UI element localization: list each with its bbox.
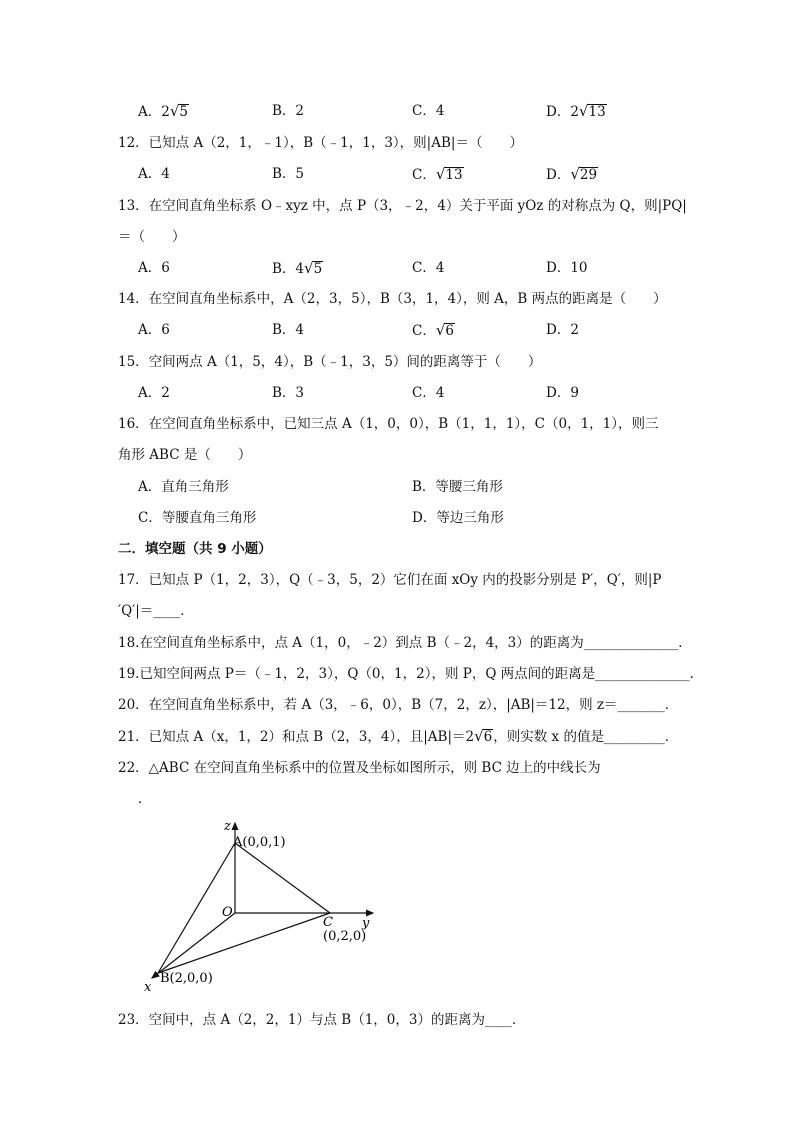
point-b-label: B(2,0,0) <box>160 971 213 986</box>
q20-text: 20．在空间直角坐标系中，若 A（3，﹣6，0），B（7，2，z），|AB|＝12，则 z＝_______． <box>118 697 679 713</box>
point-a-label: A(0,0,1) <box>233 835 286 850</box>
q14-option-d: D．2 <box>546 322 579 338</box>
q16-stem-line1: 16．在空间直角坐标系中，已知三点 A（1，0，0），B（1，1，1），C（0，1，1），则三 <box>118 416 659 432</box>
q14-option-b: B．4 <box>272 322 305 338</box>
q11-option-a: A．2√5 <box>138 102 188 120</box>
q14-stem: 14．在空间直角坐标系中，A（2，3，5），B（3，1，4），则 A，B 两点的距离是（ ） <box>118 291 667 307</box>
q16-option-a: A．直角三角形 <box>138 479 229 495</box>
q15-stem: 15．空间两点 A（1，5，4），B（﹣1，3，5）间的距离等于（ ） <box>118 354 542 370</box>
axis-x-label: x <box>144 980 152 995</box>
point-c-label: C <box>323 915 333 930</box>
q22-line1: 22．△ABC 在空间直角坐标系中的位置及坐标如图所示，则 BC 边上的中线长为 <box>118 760 601 776</box>
q13-option-b: B．4√5 <box>272 259 323 277</box>
axis-y-label: y <box>362 916 370 931</box>
q17-line1: 17．已知点 P（1，2，3），Q（﹣3，5，2）它们在面 xOy 内的投影分别是 P′，Q′，则|P <box>118 572 662 588</box>
q19-text: 19.已知空间两点 P＝（﹣1，2，3），Q（0，1，2），则 P，Q 两点间的距离是______________． <box>118 666 704 682</box>
origin-label: O <box>222 905 233 920</box>
q16-option-d: D．等边三角形 <box>412 510 504 526</box>
q14-option-a: A．6 <box>138 322 170 338</box>
edge-ac <box>235 843 330 913</box>
q17-line2: ′Q′|＝____． <box>118 603 194 619</box>
q12-option-d: D．√29 <box>546 165 598 183</box>
q13-option-a: A．6 <box>138 260 170 276</box>
x-axis <box>152 913 235 978</box>
q13-stem-line1: 13．在空间直角坐标系 O﹣xyz 中，点 P（3，﹣2，4）关于平面 yOz 的对称点为 Q，则|PQ| <box>118 198 687 214</box>
point-c-coords: (0,2,0) <box>323 929 367 944</box>
q16-stem-line2: 角形 ABC 是（ ） <box>118 447 252 463</box>
q14-option-c: C．√6 <box>412 321 454 339</box>
q12-stem: 12．已知点 A（2，1，﹣1），B（﹣1，1，3），则|AB|＝（ ） <box>118 135 523 151</box>
q21-text: 21．已知点 A（x，1，2）和点 B（2，3，4），且|AB|＝2√6，则实数 x 的值是_________． <box>118 727 679 745</box>
q12-option-a: A．4 <box>138 166 170 182</box>
q16-option-b: B．等腰三角形 <box>412 479 503 495</box>
q16-option-c: C．等腰直角三角形 <box>138 510 257 526</box>
q15-option-d: D．9 <box>546 385 579 401</box>
q11-option-b: B．2 <box>272 103 305 119</box>
q12-option-c: C．√13 <box>412 165 463 183</box>
triangle-figure <box>130 815 400 1000</box>
section-title-fill-in: 二．填空题（共 9 小题） <box>118 541 272 557</box>
q11-option-c: C．4 <box>412 103 445 119</box>
edge-bc <box>158 913 330 973</box>
q15-option-c: C．4 <box>412 385 445 401</box>
q15-option-a: A．2 <box>138 385 170 401</box>
q13-stem-line2: ＝（ ） <box>118 229 186 245</box>
q18-text: 18.在空间直角坐标系中，点 A（1，0，﹣2）到点 B（﹣2，4，3）的距离为______________． <box>118 635 692 651</box>
q13-option-c: C．4 <box>412 260 445 276</box>
q23-text: 23．空间中，点 A（2，2，1）与点 B（1，0，3）的距离为____． <box>118 1012 526 1028</box>
q15-option-b: B．3 <box>272 385 305 401</box>
q22-line2: ． <box>138 791 152 807</box>
q11-option-d: D．2√13 <box>546 102 606 120</box>
q12-option-b: B．5 <box>272 166 305 182</box>
q13-option-d: D．10 <box>546 260 588 276</box>
axis-z-label: z <box>224 819 231 834</box>
